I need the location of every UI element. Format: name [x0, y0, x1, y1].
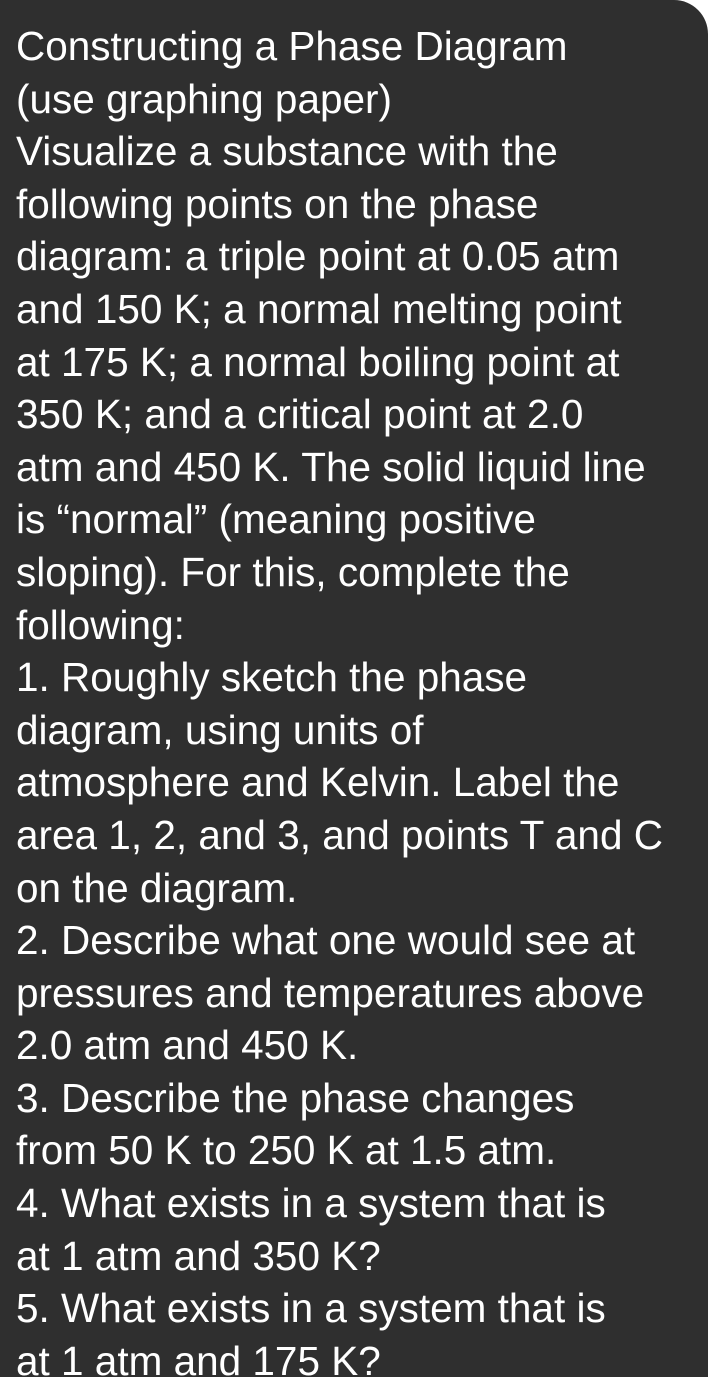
question-2-line: 2. Describe what one would see at — [16, 917, 636, 964]
title-line: Constructing a Phase Diagram — [16, 23, 568, 69]
question-4-line: 4. What exists in a system that is — [16, 1180, 606, 1227]
body-line: is “normal” (meaning positive — [16, 496, 536, 543]
body-line: sloping). For this, complete the — [16, 548, 570, 595]
question-5-line: at 1 atm and 175 K? — [16, 1337, 381, 1377]
body-line: Visualize a substance with the — [16, 128, 558, 175]
question-2-line: 2.0 atm and 450 K. — [16, 1022, 359, 1069]
subtitle-line: (use graphing paper) — [16, 75, 392, 122]
question-3-line: 3. Describe the phase changes — [16, 1074, 575, 1121]
body-line: following: — [16, 601, 185, 648]
body-line: atm and 450 K. The solid liquid line — [16, 443, 646, 490]
body-line: at 175 K; a normal boiling point at — [16, 338, 620, 385]
question-1-line: on the diagram. — [16, 864, 298, 911]
question-1-line: diagram, using units of — [16, 706, 424, 753]
question-1-line: 1. Roughly sketch the phase — [16, 654, 528, 701]
body-line: following points on the phase — [16, 180, 539, 227]
body-line: 350 K; and a critical point at 2.0 — [16, 391, 584, 438]
question-3-line: from 50 K to 250 K at 1.5 atm. — [16, 1127, 557, 1174]
question-4-line: at 1 atm and 350 K? — [16, 1232, 381, 1279]
question-1-line: area 1, 2, and 3, and points T and C — [16, 811, 663, 858]
body-line: and 150 K; a normal melting point — [16, 285, 622, 332]
question-2-line: pressures and temperatures above — [16, 969, 645, 1016]
question-1-line: atmosphere and Kelvin. Label the — [16, 759, 620, 806]
question-5-line: 5. What exists in a system that is — [16, 1285, 606, 1332]
body-line: diagram: a triple point at 0.05 atm — [16, 233, 620, 280]
